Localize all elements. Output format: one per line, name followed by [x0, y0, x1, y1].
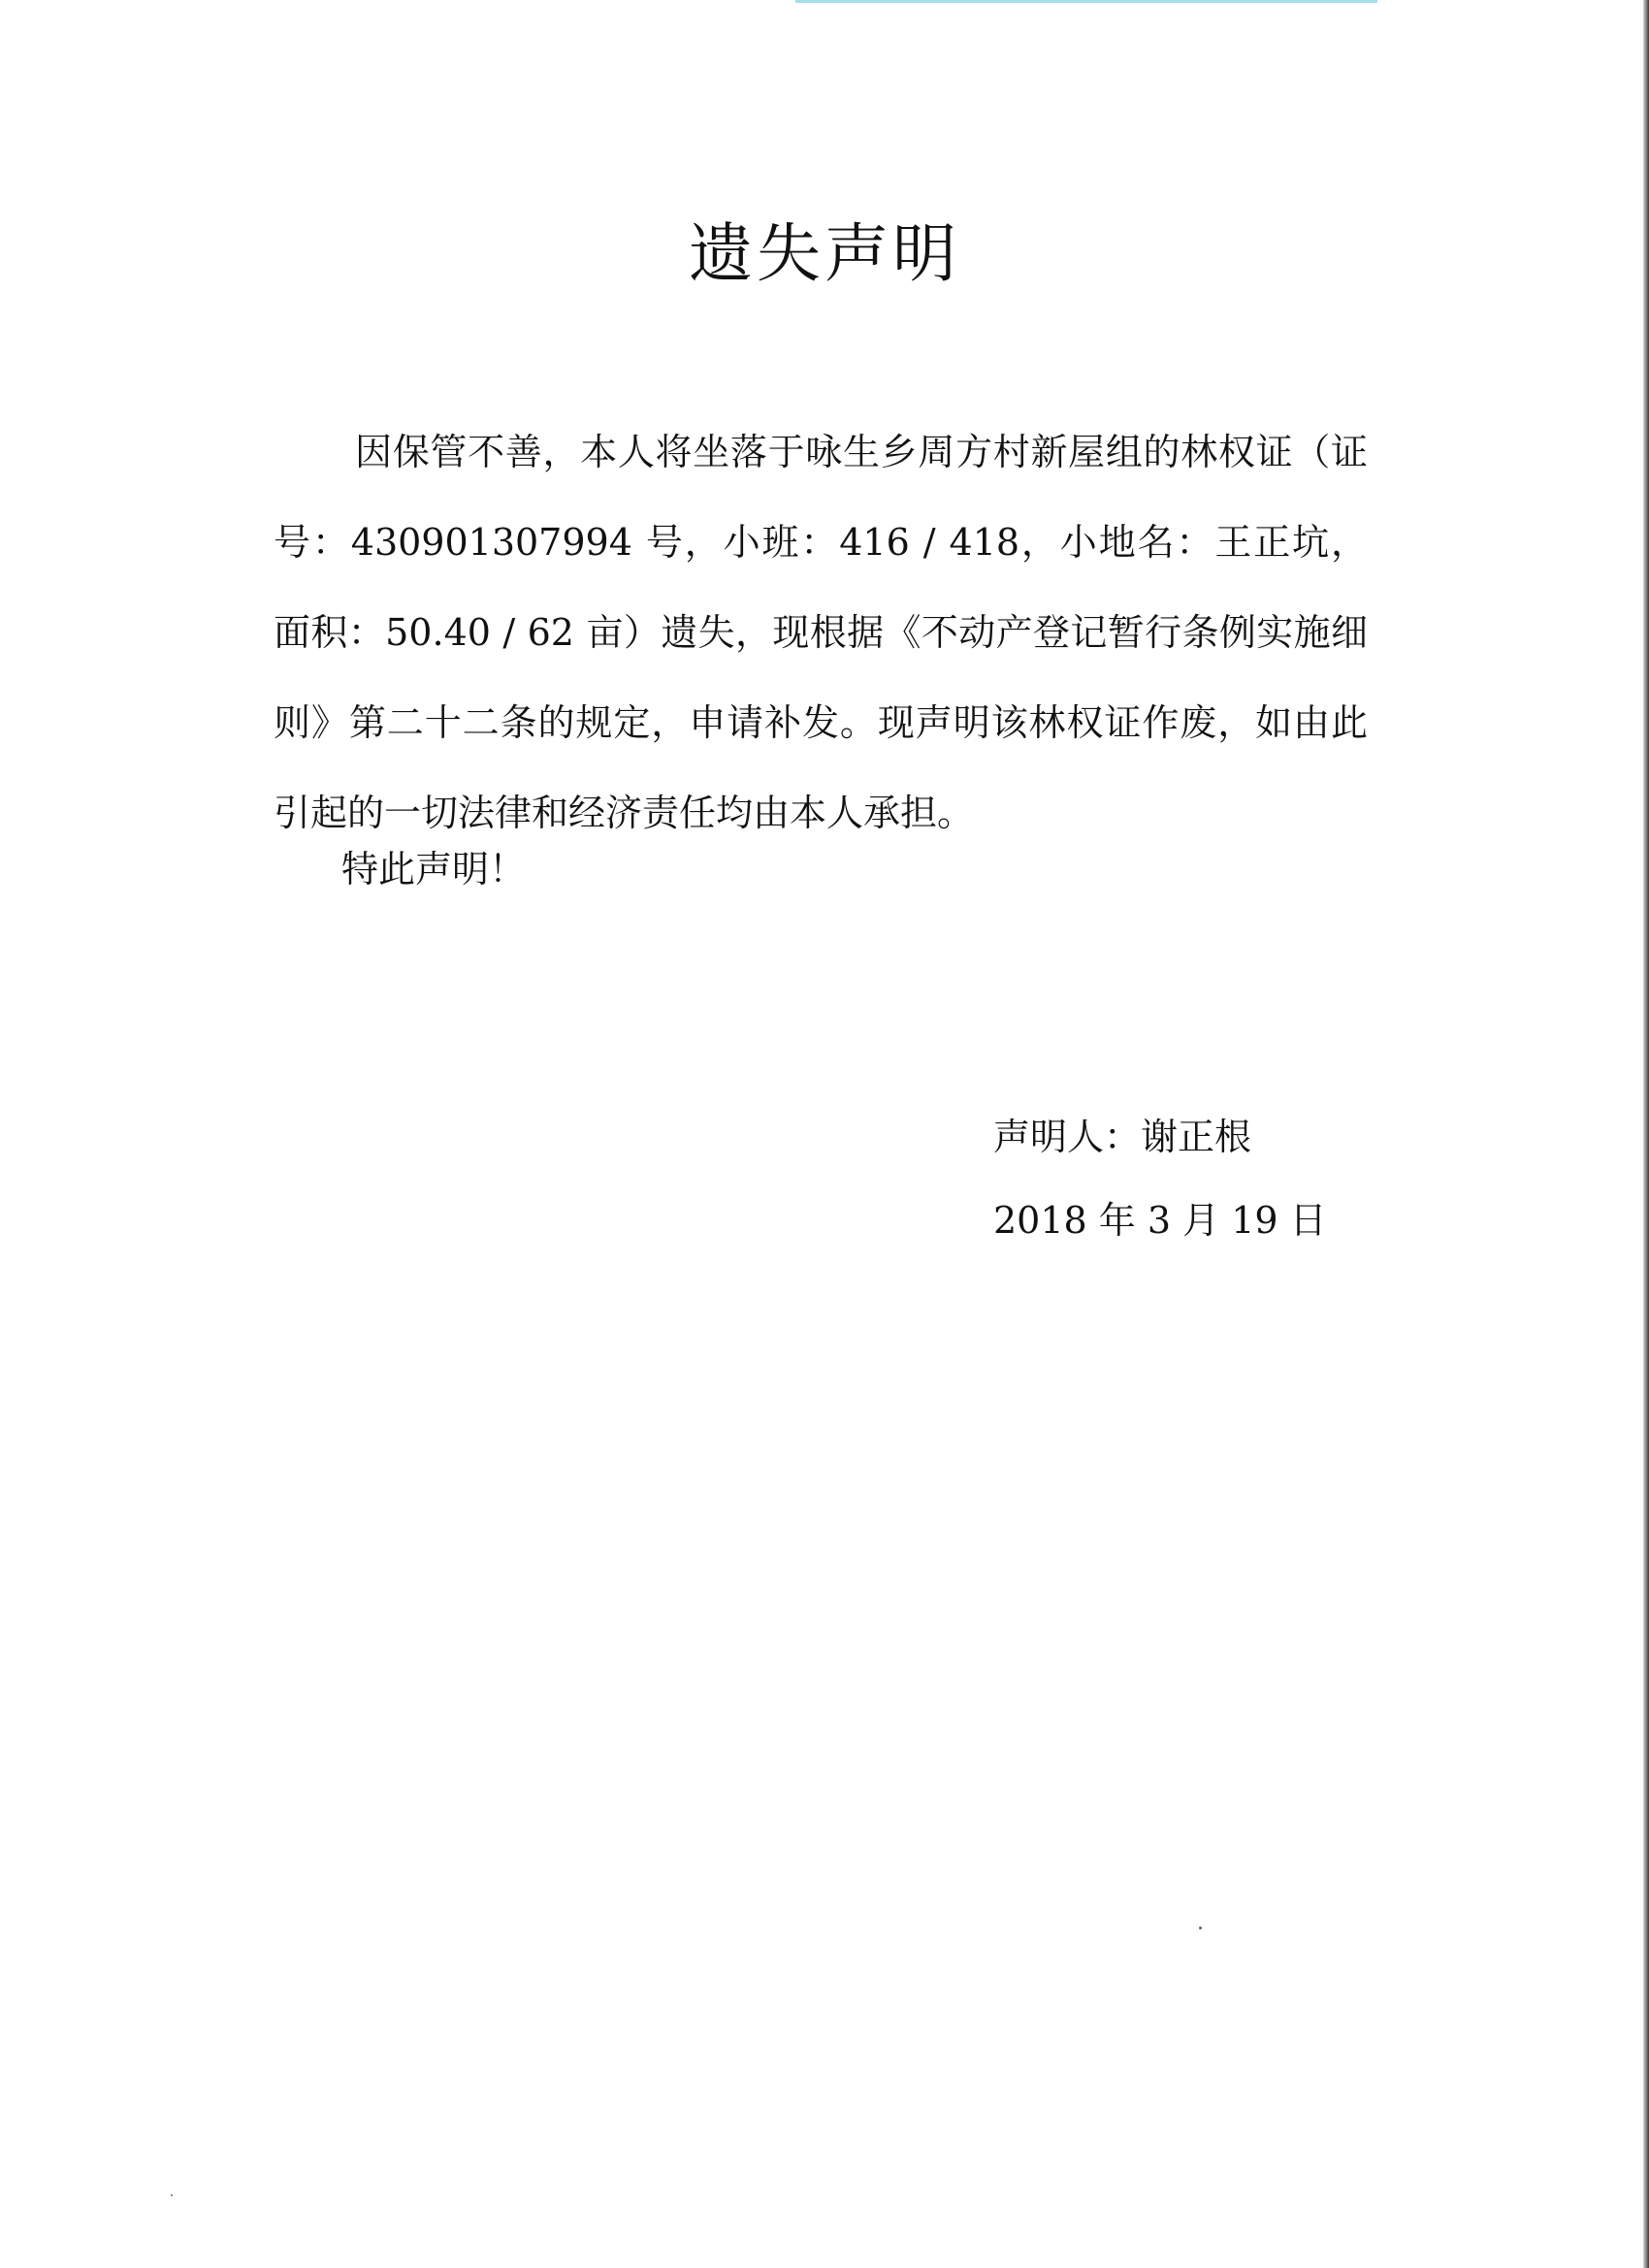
- scan-edge-top: [795, 0, 1377, 3]
- closing-line: 特此声明！: [341, 848, 527, 891]
- scan-speck: [1199, 1927, 1202, 1929]
- declarant-signature: 声明人：谢正根: [993, 1116, 1252, 1158]
- statement-body: 因保管不善，本人将坐落于咏生乡周方村新屋组的林权证（证号：430901307994 号，小班：416 / 418，小地名：王正坑，面积：50.40 / 62 亩）遗失，现根据《不动产登记暂行条例实施细则》第二十二条的规定，申请补发。现声明该林权证作废，如由此引起的一切法律和经济责任均由本人承担。: [274, 431, 1368, 834]
- statement-date: 2018 年 3 月 19 日: [993, 1199, 1327, 1242]
- document-title: 遗失声明: [689, 216, 960, 291]
- scan-edge-right: [1643, 0, 1649, 2268]
- scan-speck: [171, 2194, 173, 2196]
